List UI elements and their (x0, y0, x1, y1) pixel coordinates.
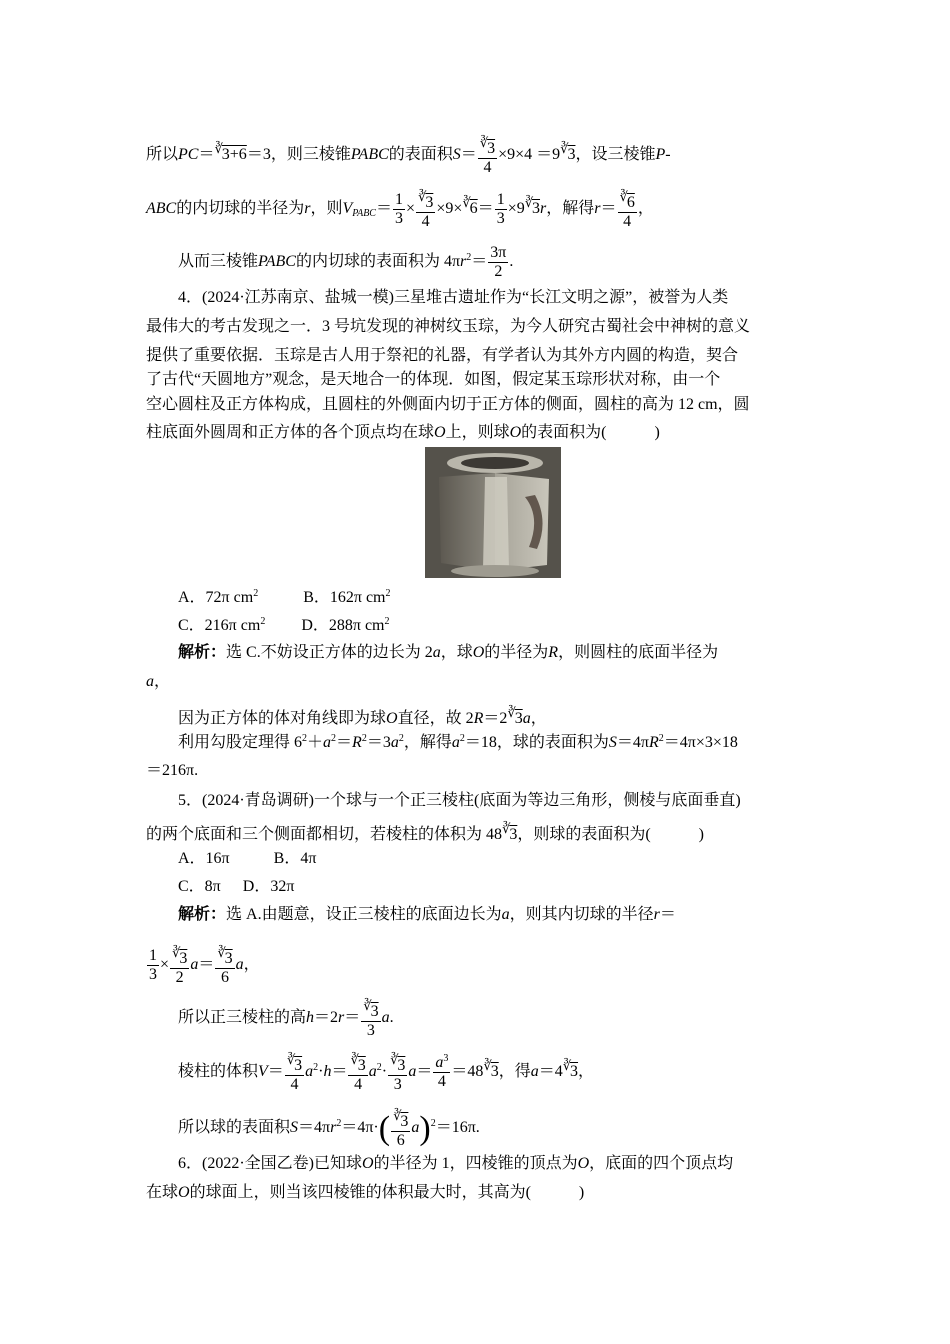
text: ＝ (375, 200, 392, 218)
numerator: 1 (149, 947, 157, 964)
text: 的半径为 1，四棱锥的顶点为 (373, 1155, 578, 1172)
denominator: 3 (496, 210, 505, 227)
text: 的球面上，则当该四棱锥的体积最大时，其高为( ) (189, 1184, 585, 1201)
text: 的表面积为( ) (521, 424, 660, 441)
var: a (522, 710, 531, 727)
var: a (381, 1009, 390, 1027)
radicand: 3 (570, 1063, 579, 1081)
text: 的内切球的半径为 (176, 200, 305, 218)
option-a[interactable] (178, 589, 258, 606)
superscript: 2 (430, 1118, 436, 1130)
superscript: 2 (466, 252, 472, 264)
var: a (146, 673, 154, 690)
text: ＝ (659, 906, 676, 923)
text: ，解得 (546, 200, 595, 218)
superscript: 2 (459, 733, 465, 744)
var: a (432, 644, 441, 661)
text: 所以正三棱柱的高 (178, 1009, 307, 1027)
denominator: 4 (290, 1076, 299, 1093)
superscript: 2 (336, 1118, 342, 1130)
numerator: a (435, 1054, 444, 1071)
option-text: B．162π cm (303, 589, 386, 606)
var: r (594, 200, 601, 218)
fraction: $\frac{^∛3}{4}$ (479, 135, 496, 176)
denominator: 4 (623, 213, 632, 230)
text: ×9 (507, 200, 525, 218)
jade-cong-illustration (425, 447, 561, 578)
superscript: 2 (385, 588, 391, 599)
q4-line-5: 空心圆柱及正方体构成，且圆柱的外侧面内切于正方体的侧面，圆柱的高为 12 cm，圆 (146, 396, 750, 413)
text: · (318, 1063, 324, 1081)
numerator: 3 (179, 950, 188, 967)
var: PABC (258, 253, 296, 271)
text: ，设三棱锥 (575, 146, 656, 164)
text: 6．(2022·全国乙卷)已知球 (178, 1155, 362, 1172)
option-text: C．216π cm (178, 617, 261, 634)
text: 利用勾股定理得 6 (178, 734, 303, 751)
var: r (460, 253, 467, 271)
q4-solution-line-1 (178, 642, 718, 664)
denominator: 4 (437, 1073, 446, 1090)
radical: ∛6 (462, 195, 478, 218)
q6-line-1 (178, 1153, 733, 1175)
superscript: 3 (443, 1053, 449, 1064)
radicand: 3 (567, 146, 576, 164)
text: ＝4 (538, 1063, 563, 1081)
denominator: 4 (354, 1076, 363, 1093)
var: S (452, 146, 461, 164)
denominator: 6 (220, 969, 229, 986)
jade-cong-photo (425, 447, 561, 578)
var: a (451, 734, 460, 751)
text: 选 C.不妨设正方体的边长为 2 (226, 644, 433, 661)
numerator: 3 (487, 140, 496, 157)
text: ＋ (307, 734, 324, 751)
fraction (147, 947, 159, 984)
text: ＝4π· (341, 1119, 379, 1137)
var: R (352, 734, 362, 751)
var: V (342, 200, 353, 218)
radical: ∛3 (560, 141, 576, 164)
text: ，得 (498, 1063, 531, 1081)
right-paren: ) (419, 1110, 431, 1148)
q5-solution-line-4 (178, 1051, 594, 1094)
var: a (530, 1063, 539, 1081)
var: P- (655, 146, 671, 164)
var: r (330, 1119, 337, 1137)
text: ，则球的表面积为( ) (517, 826, 704, 843)
q5-line-1: 5．(2024·青岛调研)一个球与一个正三棱柱(底面为等边三角形，侧棱与底面垂直) (178, 792, 741, 809)
var: r (653, 906, 660, 923)
text: ， (243, 956, 260, 974)
numerator: 1 (496, 191, 505, 208)
radicand: 3+6 (221, 146, 247, 164)
var: r (338, 1009, 345, 1027)
var: a (235, 956, 244, 974)
fraction: $\frac{^∛6}{4}$ (619, 189, 635, 230)
fraction (488, 244, 508, 281)
var: a (323, 734, 332, 751)
text: 因为正方体的体对角线即为球 (178, 710, 387, 727)
option-b[interactable] (303, 589, 390, 606)
text: ＝2 (314, 1009, 339, 1027)
option-text: D．288π cm (301, 617, 385, 634)
q4-line-2: 最伟大的考古发现之一．3 号坑发现的神树纹玉琮，为今人研究古蜀社会中神树的意义 (146, 318, 751, 335)
text: 的半径为 (484, 644, 549, 661)
fraction: $\frac{^∛3}{3}$ (390, 1052, 406, 1093)
text: ＝18，球的表面积为 (464, 734, 609, 751)
denominator: 2 (175, 969, 184, 986)
text: ＝ (460, 146, 477, 164)
text: 的表面积 (388, 146, 453, 164)
q5-line-2 (146, 818, 704, 846)
text: ＝ (331, 1063, 348, 1081)
var: V (258, 1063, 268, 1081)
radical: ∛3+6 (214, 141, 247, 164)
denominator: 4 (483, 159, 492, 176)
text: ， (637, 200, 654, 218)
denominator: 4 (421, 213, 430, 230)
text: ＝ (198, 146, 215, 164)
option-a[interactable]: A．16π (178, 850, 230, 867)
fraction: $\frac{^∛3}{4}$ (286, 1052, 303, 1093)
fraction (433, 1054, 450, 1091)
text: ，底面的四个顶点均 (589, 1155, 734, 1172)
var: O (386, 710, 398, 727)
superscript: 2 (313, 1062, 319, 1074)
var: PABC (350, 146, 389, 164)
var: a (411, 1119, 420, 1137)
denominator: 3 (149, 966, 157, 983)
radical: ∛3 (507, 705, 523, 727)
text: 的内切球的表面积为 4π (295, 253, 461, 271)
text: 在球 (146, 1184, 179, 1201)
fraction (393, 191, 405, 228)
text: 直径，故 2 (397, 710, 474, 727)
denominator: 2 (494, 263, 503, 280)
var: O (509, 424, 522, 441)
superscript: 2 (361, 733, 367, 744)
numerator: 1 (395, 191, 403, 208)
numerator: 3 (370, 1003, 379, 1020)
denominator: 6 (396, 1132, 405, 1149)
radical: ∛3 (483, 1058, 499, 1081)
var: ABC (146, 200, 177, 218)
text: ＝ (344, 1009, 361, 1027)
superscript: 2 (398, 733, 404, 744)
var: h (306, 1009, 315, 1027)
q4-solution-line-5: ＝216π. (146, 762, 199, 779)
superscript: 2 (658, 733, 664, 744)
q4-options-row-1 (178, 587, 391, 609)
q4-options-row-2 (178, 615, 390, 637)
radical: ∛3 (502, 821, 518, 843)
option-c[interactable]: C．8π (178, 878, 221, 895)
radical: ∛3 (562, 1058, 579, 1081)
q4-line-4: 了古代“天圆地方”观念，是天地合一的体现．如图，假定某玉琮形状对称，由一个 (146, 371, 721, 388)
option-d[interactable] (301, 617, 389, 634)
solution-line-1 (146, 134, 671, 177)
option-d[interactable]: D．32π (242, 878, 295, 895)
text: ×9×4 ＝9 (498, 146, 561, 164)
numerator: 3 (425, 194, 434, 211)
q4-solution-line-3 (178, 702, 547, 730)
numerator: 3 (400, 1113, 409, 1130)
text: ＝4π×3×18 (663, 734, 738, 751)
option-text: A．72π cm (178, 589, 254, 606)
text: ，则其内切球的半径 (509, 906, 654, 923)
var: r (540, 200, 547, 218)
text: ， (578, 1063, 595, 1081)
superscript: 2 (384, 616, 390, 627)
text: 的两个底面和三个侧面都相切，若棱柱的体积为 48 (146, 826, 503, 843)
fraction: $\frac{^∛3}{6}$ (217, 945, 233, 986)
text: 柱底面外圆周和正方体的各个顶点均在球 (146, 424, 435, 441)
text: ， (154, 673, 171, 690)
text: ， (530, 710, 547, 727)
superscript: 2 (331, 733, 337, 744)
radicand: 6 (469, 200, 478, 218)
text: ×9× (436, 200, 463, 218)
fraction: $\frac{^∛3}{6}$ (393, 1108, 409, 1149)
option-b[interactable]: B．4π (273, 850, 317, 867)
var: a (305, 1063, 314, 1081)
var: a (408, 1063, 417, 1081)
text: ，解得 (403, 734, 452, 751)
q4-solution-line-4 (178, 732, 738, 754)
var: R (648, 734, 659, 751)
denominator: 3 (393, 1076, 402, 1093)
fraction: $\frac{^∛3}{2}$ (172, 945, 188, 986)
q5-solution-line-2 (146, 944, 260, 987)
numerator: 3π (490, 244, 507, 261)
q5-solution-line-1 (178, 904, 676, 926)
text: ＝ (198, 956, 215, 974)
var: O (362, 1155, 374, 1172)
denominator: 3 (366, 1022, 375, 1039)
q5-solution-line-3 (178, 997, 394, 1040)
numerator: 3 (357, 1057, 366, 1074)
fraction: $\frac{^∛3}{4}$ (350, 1052, 366, 1093)
text: ＝ (471, 253, 488, 271)
var: S (608, 734, 617, 751)
text: ＝3 (366, 734, 391, 751)
var: a (368, 1063, 377, 1081)
radicand: 3 (509, 826, 518, 843)
numerator: 3 (224, 950, 233, 967)
text: ＝16π. (435, 1119, 480, 1137)
text: 上，则球 (445, 424, 510, 441)
text: ＝ (267, 1063, 284, 1081)
solution-line-2 (146, 188, 654, 231)
text: . (509, 253, 514, 271)
text: 选 A.由题意，设正三棱柱的底面边长为 (226, 906, 502, 923)
text: ＝3，则三棱锥 (246, 146, 351, 164)
var: a (190, 956, 199, 974)
text: ＝48 (451, 1063, 484, 1081)
var: R (548, 644, 559, 661)
numerator: 3 (397, 1057, 406, 1074)
var: O (472, 644, 485, 661)
q6-line-2 (146, 1182, 584, 1204)
var: a (390, 734, 399, 751)
q4-line-6 (146, 422, 660, 444)
q5-options-row-1 (178, 848, 316, 870)
var: S (290, 1119, 299, 1137)
solution-label: 解析： (178, 906, 227, 923)
var: R (473, 710, 484, 727)
text: ，则 (310, 200, 343, 218)
text: 从而三棱锥 (178, 253, 259, 271)
left-paren: ( (378, 1110, 391, 1148)
q4-line-3: 提供了重要依据．玉琮是古人用于祭祀的礼器，有学者认为其外方内圆的构造，契合 (146, 347, 739, 364)
text: 所以 (146, 146, 179, 164)
fraction: $\frac{^∛3}{3}$ (363, 998, 379, 1039)
text: ，球 (440, 644, 473, 661)
fraction: $\frac{^∛3}{4}$ (418, 189, 434, 230)
q5-options-row-2 (178, 876, 294, 898)
var: O (434, 424, 446, 441)
radicand: 3 (532, 200, 541, 218)
text: ，则圆柱的底面半径为 (558, 644, 719, 661)
text: ＝2 (483, 710, 508, 727)
text: × (160, 956, 170, 974)
var: O (577, 1155, 590, 1172)
option-c[interactable] (178, 617, 265, 634)
text: ＝ (600, 200, 617, 218)
text: ＝ (336, 734, 353, 751)
var: PC (178, 146, 199, 164)
numerator: 6 (626, 194, 635, 211)
superscript: 2 (302, 733, 308, 744)
text: ＝4π (298, 1119, 331, 1137)
q4-solution-line-2 (146, 671, 170, 693)
superscript: 2 (253, 588, 259, 599)
text: ＝ (416, 1063, 433, 1081)
numerator: 3 (294, 1057, 303, 1074)
var: O (178, 1184, 190, 1201)
text: × (406, 200, 416, 218)
var: h (323, 1063, 332, 1081)
superscript: 2 (260, 616, 266, 627)
text: · (381, 1063, 388, 1081)
radicand: 3 (514, 710, 523, 727)
text: ＝4π (616, 734, 649, 751)
q5-solution-line-5 (178, 1107, 480, 1150)
text: 所以球的表面积 (178, 1119, 291, 1137)
solution-line-3 (178, 244, 513, 281)
superscript: 2 (376, 1062, 382, 1074)
radicand: 3 (490, 1063, 499, 1081)
var: r (304, 200, 311, 218)
radical: ∛3 (524, 195, 541, 218)
text: 棱柱的体积 (178, 1063, 259, 1081)
solution-label: 解析： (178, 644, 227, 661)
q4-line-1: 4．(2024·江苏南京、盐城一模)三星堆古遗址作为“长江文明之源”，被誉为人类 (178, 289, 729, 306)
fraction (495, 191, 507, 228)
denominator: 3 (395, 210, 403, 227)
subscript: PABC (352, 208, 376, 220)
text: . (389, 1009, 394, 1027)
text: ＝ (477, 200, 494, 218)
var: a (501, 906, 510, 923)
